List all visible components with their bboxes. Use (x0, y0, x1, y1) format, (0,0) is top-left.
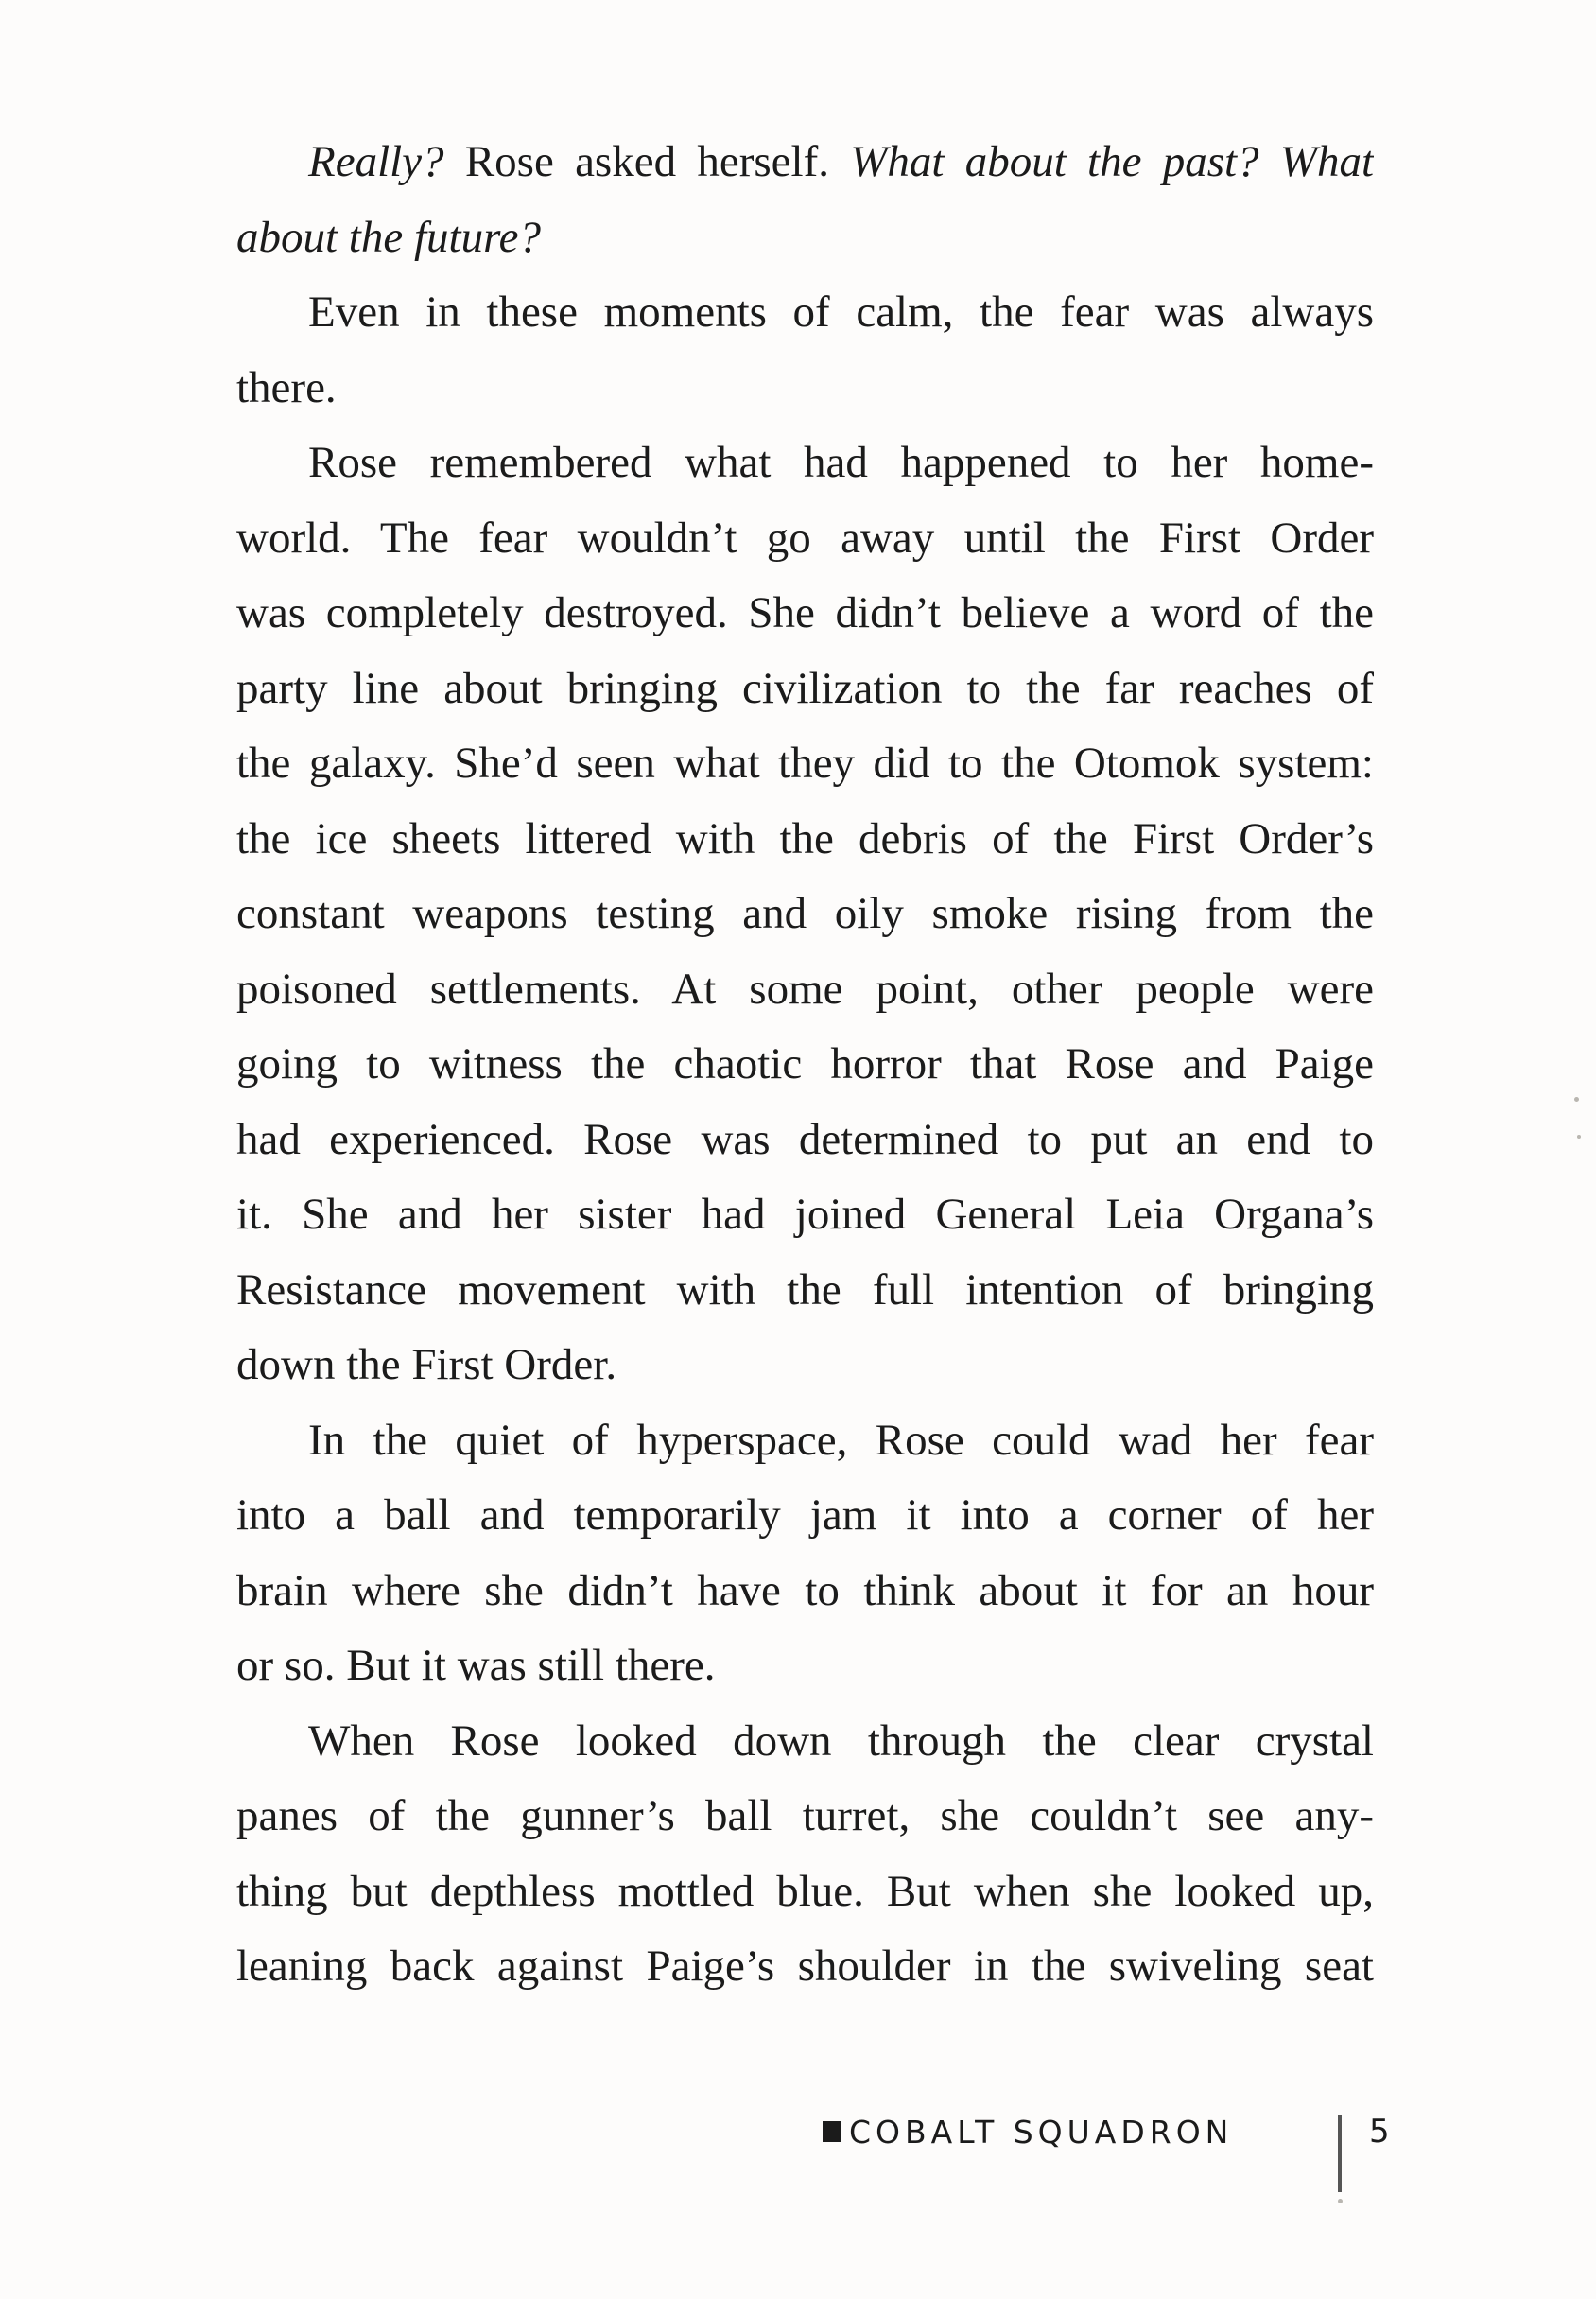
text-run: going to witness the chaotic horror that Rose and Paige (236, 1039, 1374, 1089)
text-line (236, 501, 1374, 577)
text-run: brain where she didn’t have to think about it for an hour (236, 1565, 1374, 1615)
paragraph (236, 1403, 1374, 1704)
text-line (236, 1929, 1374, 2005)
text-run: the galaxy. She’d seen what they did to the Otomok system: (236, 739, 1374, 788)
text-run: Resistance movement with the full intention of bringing (236, 1264, 1374, 1315)
footer-square-ornament (823, 2121, 841, 2142)
italic-text: Really? (308, 137, 444, 186)
paragraph (236, 1704, 1374, 2005)
text-run: there. (236, 362, 337, 412)
paper-speck (1577, 1135, 1581, 1139)
text-line (236, 1704, 1374, 1780)
text-run: the ice sheets littered with the debris of the First Order’s (236, 813, 1374, 863)
body-text (236, 125, 1374, 2005)
text-run: or so. But it was still there. (236, 1641, 716, 1690)
text-line (236, 351, 1374, 427)
footer-book-title: COBALT SQUADRON (849, 2113, 1234, 2151)
text-line (236, 952, 1374, 1028)
text-run: In the quiet of hyperspace, Rose could wad her fear (308, 1415, 1374, 1465)
text-line (236, 426, 1374, 501)
footer-divider (1338, 2115, 1342, 2192)
text-run: was completely destroyed. She didn’t believe a word of the (236, 588, 1374, 637)
text-run: Even in these moments of calm, the fear was always (308, 287, 1374, 337)
paragraph (236, 275, 1374, 426)
text-line (236, 1403, 1374, 1479)
text-run: had experienced. Rose was determined to put an end to (236, 1114, 1374, 1164)
text-run: thing but depthless mottled blue. But when she looked up, (236, 1866, 1374, 1916)
text-line (236, 125, 1374, 200)
text-run: into a ball and temporarily jam it into a corner of her (236, 1490, 1374, 1540)
text-line (236, 1177, 1374, 1253)
paragraph (236, 125, 1374, 275)
text-line (236, 652, 1374, 727)
paragraph (236, 426, 1374, 1403)
italic-text: What about the past? What (850, 137, 1374, 186)
text-line (236, 1328, 1374, 1403)
page-number: 5 (1369, 2113, 1390, 2151)
text-line (236, 1103, 1374, 1178)
running-footer (823, 2103, 1233, 2160)
text-line (236, 877, 1374, 952)
text-run: down the First Order. (236, 1340, 617, 1389)
text-line (236, 1855, 1374, 1930)
text-run: When Rose looked down through the clear crystal (308, 1716, 1374, 1766)
text-run: world. The fear wouldn’t go away until the First Order (236, 513, 1374, 563)
text-run: poisoned settlements. At some point, other people were (236, 964, 1374, 1014)
text-run: leaning back against Paige’s shoulder in the swiveling seat (236, 1942, 1374, 1991)
text-line (236, 726, 1374, 802)
text-line (236, 1628, 1374, 1704)
text-run: Rose remembered what had happened to her home- (308, 438, 1374, 487)
text-run: party line about bringing civilization to the far reaches of (236, 663, 1374, 713)
text-line (236, 1779, 1374, 1855)
text-run: constant weapons testing and oily smoke rising from the (236, 889, 1374, 938)
text-line (236, 576, 1374, 652)
paper-speck (1574, 1097, 1579, 1102)
text-line (236, 1554, 1374, 1629)
text-line (236, 1478, 1374, 1554)
italic-text: about the future? (236, 212, 542, 262)
text-line (236, 802, 1374, 878)
text-line (236, 200, 1374, 276)
text-run: it. She and her sister had joined General Leia Organa’s (236, 1190, 1374, 1239)
text-line (236, 1027, 1374, 1103)
text-run: panes of the gunner’s ball turret, she couldn’t see any- (236, 1791, 1374, 1840)
text-run: Rose asked herself. (443, 137, 851, 186)
paper-speck (1338, 2199, 1343, 2203)
text-line (236, 275, 1374, 351)
text-line (236, 1253, 1374, 1329)
